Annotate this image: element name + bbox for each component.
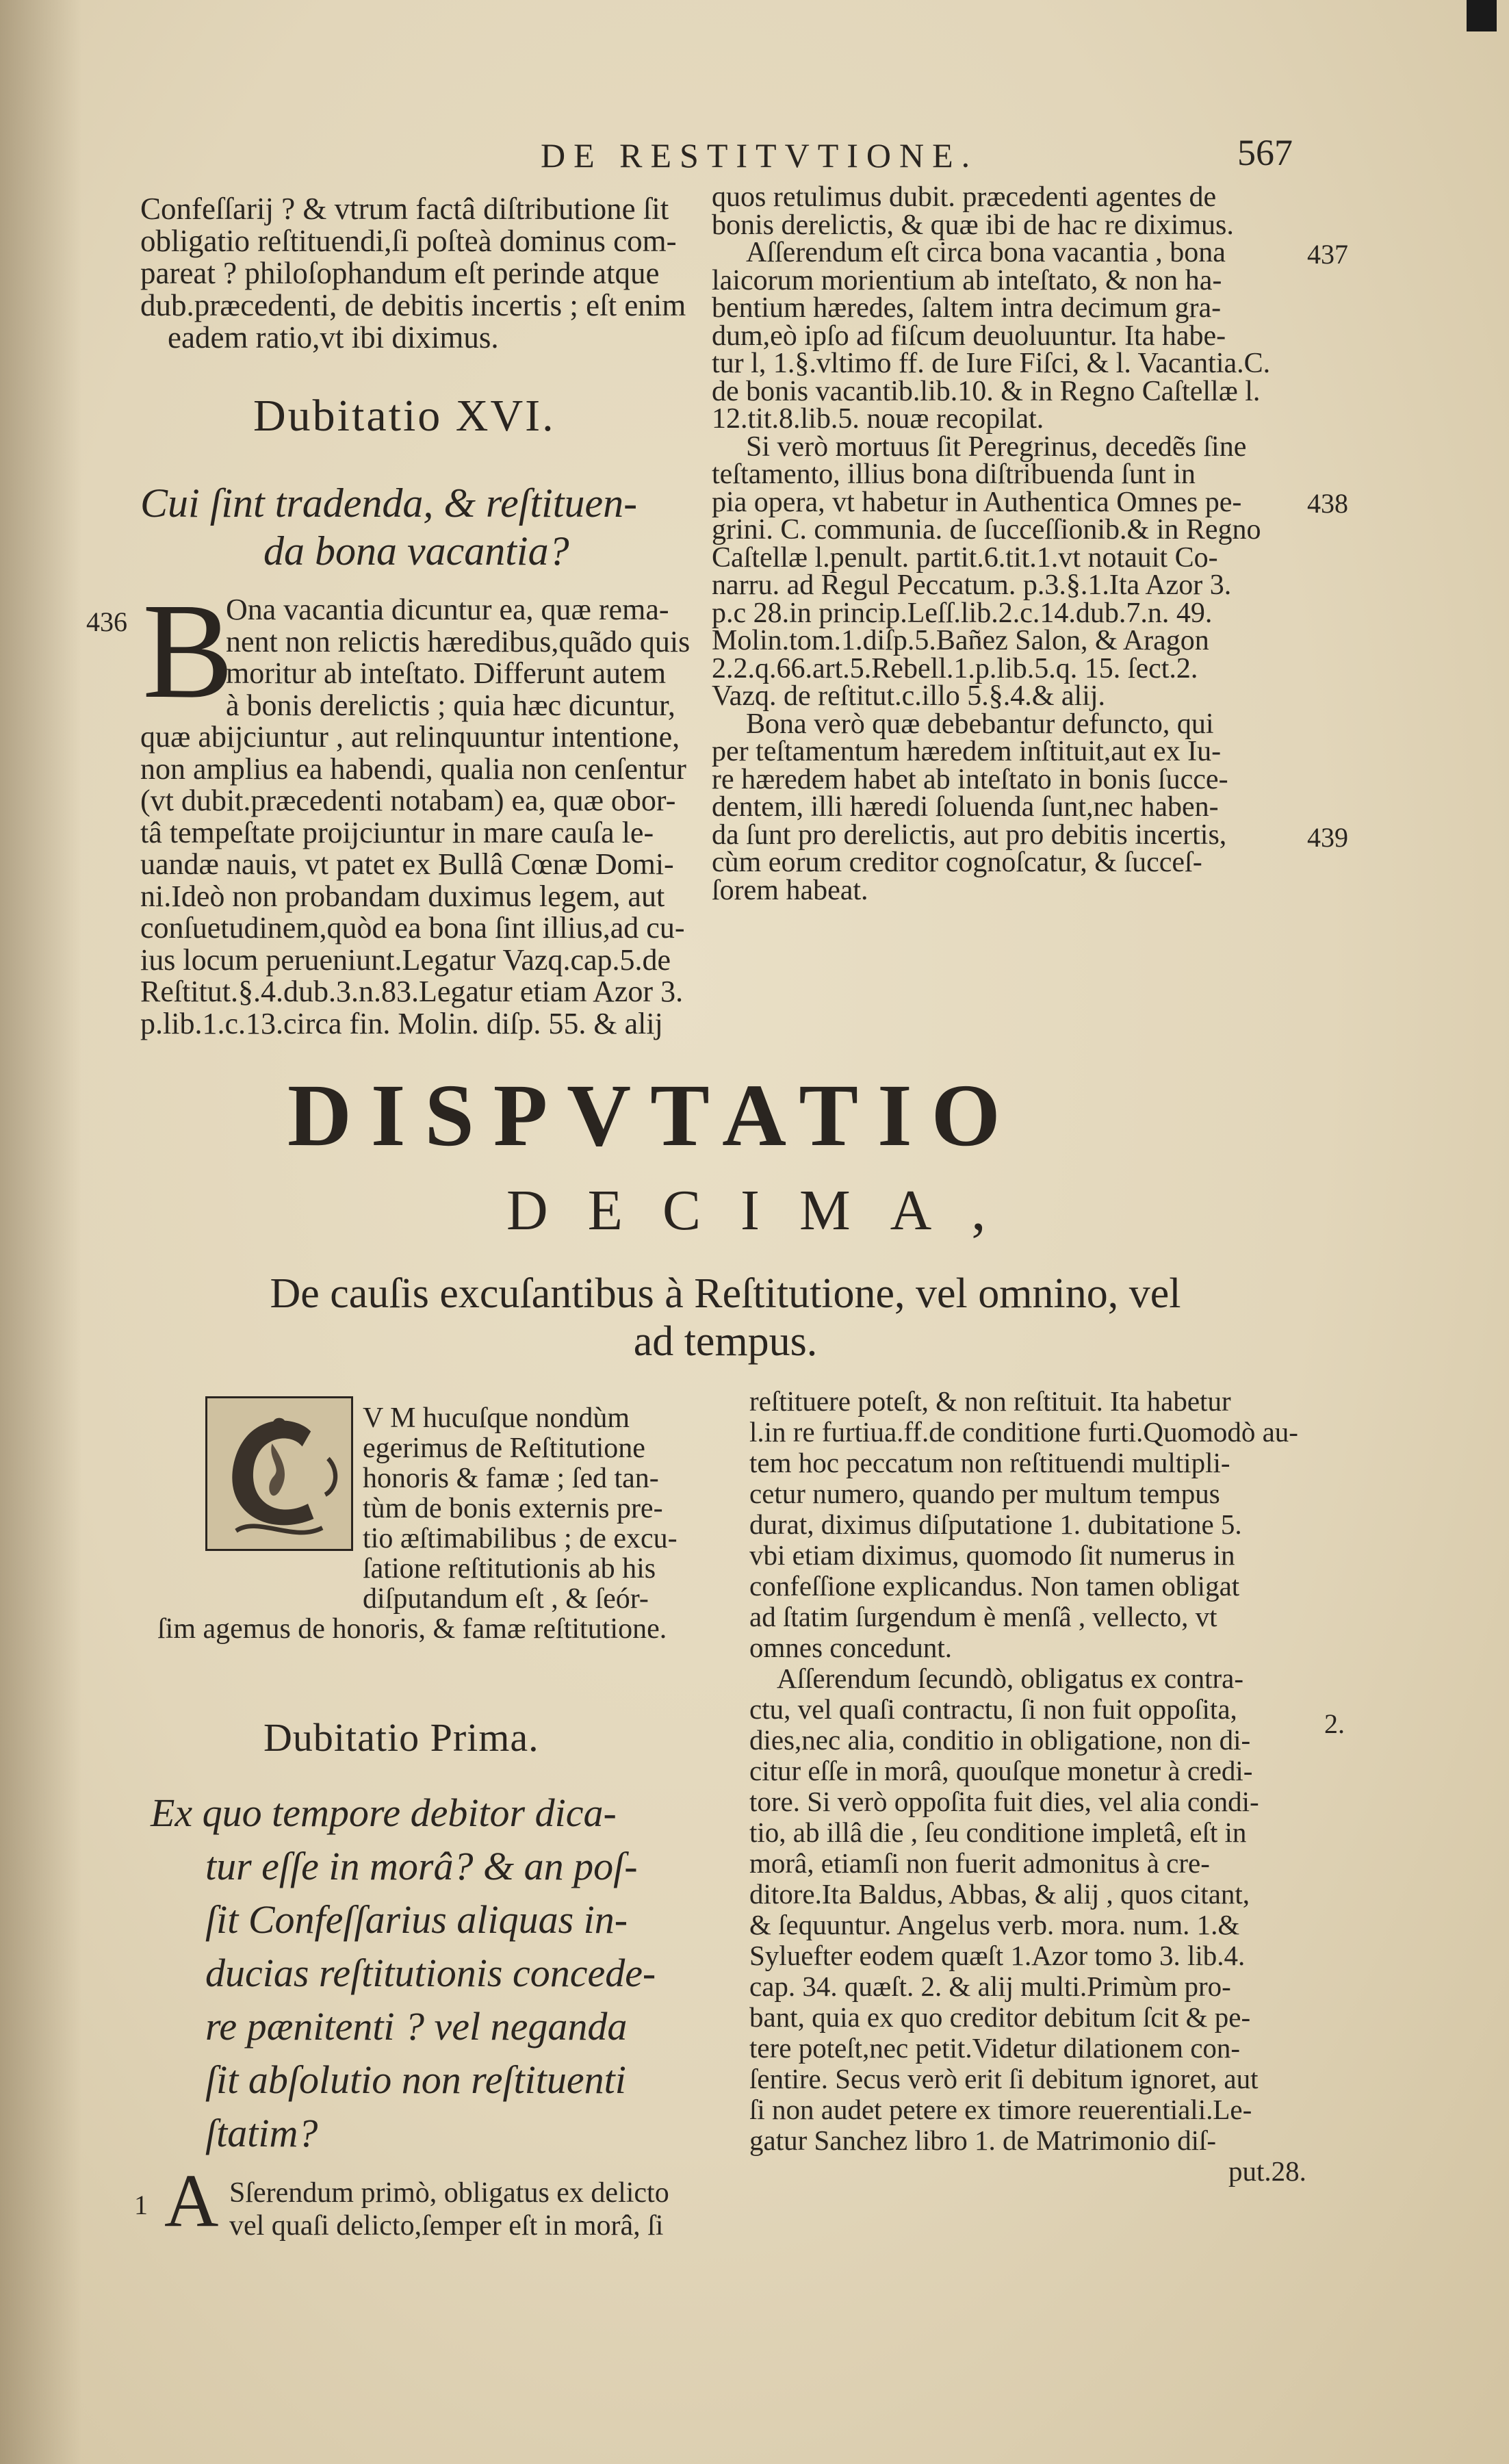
text-line: bant, quia ex quo creditor debitum ſcit & pe-	[749, 2001, 1251, 2033]
text-line: put.28.	[1228, 2155, 1306, 2187]
text-line: tùm de bonis externis pre-	[363, 1493, 663, 1524]
drop-cap: A	[164, 2159, 219, 2242]
text-line: pareat ? philoſophandum eſt perinde atque	[140, 256, 660, 290]
text-line: Confeſſarij ? & vtrum factâ diſtributione ſit	[140, 192, 669, 226]
text-line: quos retulimus dubit. præcedenti agentes de	[712, 181, 1217, 213]
text-line: Caſtellæ l.penult. partit.6.tit.1.vt notauit Co-	[712, 541, 1218, 574]
text-line: Reſtitut.§.4.dub.3.n.83.Legatur etiam Azor 3.	[140, 975, 684, 1008]
text-line: à bonis derelictis ; quia hæc dicuntur,	[226, 688, 675, 722]
text-line: l.in re furtiua.ff.de conditione furti.Quomodò au-	[749, 1416, 1298, 1448]
text-line: cùm eorum creditor cognoſcatur, & ſucceſ-	[712, 847, 1202, 878]
text-line: ad ſtatim ſurgendum è menſâ , vellecto, vt	[749, 1601, 1217, 1632]
text-line: teſtamento, illius bona diſtribuenda ſunt in	[712, 459, 1196, 490]
text-line: cap. 34. quæſt. 2. & alij multi.Primùm pro-	[749, 1971, 1231, 2002]
text-line: diſputandum eſt , & ſeór-	[363, 1583, 649, 1615]
text-line: moritur ab inteſtato. Differunt autem	[226, 656, 667, 690]
margin-number: 437	[1307, 239, 1348, 270]
text-line: 12.tit.8.lib.5. nouæ recopilat.	[712, 403, 1044, 435]
text-line: 2.2.q.66.art.5.Rebell.1.p.lib.5.q. 15. ſect.2.	[712, 652, 1198, 684]
text-line: omnes concedunt.	[749, 1632, 953, 1663]
text-line: dentem, illi hæredi ſoluenda ſunt,nec haben-	[712, 791, 1219, 823]
text-line: tâ tempeſtate proijciuntur in mare cauſa le-	[140, 815, 654, 849]
text-line: tio, ab illâ die , ſeu conditione impletâ, eſt in	[749, 1817, 1247, 1848]
text-line: p.lib.1.c.13.circa fin. Molin. diſp. 55. & alij	[140, 1006, 663, 1040]
question-line: Cui ſint tradenda, & reſtituen-	[140, 480, 638, 526]
question-line: tur eſſe in morâ? & an poſ-	[205, 1844, 638, 1888]
question-line: ducias reſtitutionis concede-	[205, 1951, 656, 1995]
disputatio-title: DISPVTATIO	[287, 1066, 1020, 1165]
text-line: grini. C. communia. de ſucceſſionib.& in Regno	[712, 514, 1261, 546]
text-line: & ſequuntur. Angelus verb. mora. num. 1.&	[749, 1909, 1240, 1940]
text-line: narru. ad Regul Peccatum. p.3.§.1.Ita Azor 3.	[712, 569, 1232, 601]
text-line: dies,nec alia, conditio in obligatione, non di-	[749, 1724, 1251, 1756]
question-line: Ex quo tempore debitor dica-	[151, 1791, 617, 1835]
text-line: vbi etiam diximus, quomodo ſit numerus in	[749, 1539, 1235, 1571]
text-line: bonis derelictis, & quæ ibi de hac re diximus.	[712, 209, 1234, 241]
left-top-body	[140, 576, 691, 1040]
right-bottom-paragraph	[749, 1386, 1306, 2187]
text-line: honoris & famæ ; ſed tan-	[363, 1463, 659, 1494]
text-line: (vt dubit.præcedenti notabam) ea, quæ obor-	[140, 784, 676, 817]
text-line: Si verò mortuus ſit Peregrinus, decedẽs ſine	[746, 431, 1247, 463]
question-line: re pænitenti ? vel neganda	[205, 2004, 628, 2049]
text-line: vel quaſi delicto,ſemper eſt in morâ, ſi	[229, 2210, 664, 2242]
left-bottom-body	[229, 2177, 669, 2242]
text-line: Bona verò quæ debebantur defuncto, qui	[746, 708, 1214, 740]
text-line: ſorem habeat.	[712, 874, 868, 906]
text-line: egerimus de Reſtitutione	[363, 1433, 645, 1464]
text-line: de bonis vacantib.lib.10. & in Regno Caſtellæ l.	[712, 375, 1261, 407]
page-number: 567	[1237, 132, 1293, 173]
section-title-line: De cauſis excuſantibus à Reſtitutione, vel omnino, vel	[270, 1270, 1181, 1317]
question-heading	[140, 479, 637, 575]
question-heading	[151, 1786, 656, 2160]
text-line: nent non relictis hæredibus,quãdo quis	[226, 624, 691, 658]
section-title-line: ad tempus.	[633, 1318, 818, 1365]
text-line: pia opera, vt habetur in Authentica Omnes pe-	[712, 486, 1242, 518]
dubitatio-heading: Dubitatio Prima.	[263, 1715, 539, 1760]
left-top-paragraph	[140, 193, 686, 354]
text-line: ſim agemus de honoris, & famæ reſtitutione.	[157, 1613, 667, 1645]
text-line: ni.Ideò non probandam duximus legem, aut	[140, 879, 665, 913]
text-line: ſentire. Secus verò erit ſi debitum ignoret, aut	[749, 2063, 1259, 2094]
margin-number: 2.	[1324, 1708, 1345, 1739]
text-line: ſatione reſtitutionis ab his	[363, 1553, 656, 1584]
margin-number: 1	[134, 2190, 148, 2220]
margin-number: 439	[1307, 822, 1348, 853]
text-line: Ona vacantia dicuntur ea, quæ rema-	[226, 593, 669, 626]
question-line: ſtatim?	[205, 2111, 318, 2155]
right-top-paragraph	[712, 183, 1270, 904]
scan-corner-mark	[1467, 0, 1497, 31]
text-line: da ſunt pro derelictis, aut pro debitis incertis,	[712, 819, 1227, 851]
drop-cap: B	[142, 576, 234, 727]
text-line: dub.præcedenti, de debitis incertis ; eſt enim	[140, 288, 686, 322]
question-line: ſit Confeſſarius aliquas in-	[205, 1897, 628, 1942]
text-line: uandæ nauis, vt patet ex Bullâ Cœnæ Domi-	[140, 847, 674, 881]
left-bottom-intro	[140, 1403, 678, 1644]
disputatio-subtitle: DECIMA,	[506, 1179, 1026, 1242]
text-line: obligatio reſtituendi,ſi poſteà dominus com-	[140, 224, 677, 258]
text-line: Sſerendum primò, obligatus ex delicto	[229, 2177, 669, 2209]
gutter-shadow	[0, 0, 82, 2464]
text-line: re hæredem habet ab inteſtato in bonis ſucce-	[712, 763, 1228, 795]
text-line: Molin.tom.1.diſp.5.Bañez Salon, & Aragon	[712, 625, 1209, 656]
margin-number: 438	[1307, 488, 1348, 519]
text-line: tio æſtimabilibus ; de excu-	[363, 1523, 678, 1554]
text-line: ctu, vel quaſi contractu, ſi non fuit oppoſita,	[749, 1693, 1237, 1725]
text-line: gatur Sanchez libro 1. de Matrimonio diſ-	[749, 2125, 1217, 2156]
text-line: tore. Si verò oppoſita fuit dies, vel alia condi-	[749, 1786, 1259, 1817]
text-line: laicorum morientium ab inteſtato, & non ha-	[712, 264, 1222, 296]
text-line: reſtituere poteſt, & non reſtituit. Ita habetur	[749, 1385, 1231, 1417]
text-line: confeſſione explicandus. Non tamen obligat	[749, 1570, 1240, 1602]
running-title: DE RESTITVTIONE.	[541, 136, 979, 175]
text-line: Syluefter eodem quæſt 1.Azor tomo 3. lib.4.	[749, 1940, 1246, 1971]
text-line: dum,eò ipſo ad fiſcum deuoluuntur. Ita habe-	[712, 320, 1226, 352]
text-line: ditore.Ita Baldus, Abbas, & alij , quos citant,	[749, 1878, 1250, 1910]
text-line: per teſtamentum hæredem inſtituit,aut ex Iu-	[712, 736, 1222, 767]
text-line: Vazq. de reſtitut.c.illo 5.§.4.& alij.	[712, 680, 1106, 712]
text-line: V M hucuſque nondùm	[363, 1402, 630, 1434]
text-line: ius locum perueniunt.Legatur Vazq.cap.5.de	[140, 942, 671, 977]
text-line: Aſſerendum ſecundò, obligatus ex contra-	[777, 1663, 1243, 1694]
text-line: tem hoc peccatum non reſtituendi multipli-	[749, 1447, 1230, 1478]
text-line: tere poteſt,nec petit.Videtur dilationem con-	[749, 2032, 1241, 2064]
text-line: morâ, etiamſi non fuerit admonitus à cre-	[749, 1847, 1210, 1879]
text-line: conſuetudinem,quòd ea bona ſint illius,ad cu-	[140, 911, 685, 945]
text-line: bentium hæredes, ſaltem intra decimum gra-	[712, 292, 1222, 324]
text-line: eadem ratio,vt ibi diximus.	[168, 320, 499, 355]
text-line: non amplius ea habendi, qualia non cenſentur	[140, 752, 686, 786]
text-line: citur eſſe in morâ, quouſque monetur à credi-	[749, 1755, 1253, 1786]
margin-number: 436	[86, 606, 127, 637]
text-line: ſi non audet petere ex timore reuerentiali.Le-	[749, 2094, 1252, 2125]
section-title	[137, 1270, 1314, 1365]
text-line: tur l, 1.§.vltimo ff. de Iure Fiſci, & l. Vacantia.C.	[712, 348, 1271, 379]
text-line: durat, diximus diſputatione 1. dubitatione 5.	[749, 1509, 1242, 1540]
text-line: cetur numero, quando per multum tempus	[749, 1478, 1220, 1509]
question-line: ſit abſolutio non reſtituenti	[205, 2057, 626, 2102]
text-line: quæ abijciuntur , aut relinquuntur intentione,	[140, 720, 680, 754]
question-line: da bona vacantia?	[263, 528, 569, 574]
dubitatio-heading: Dubitatio XVI.	[253, 391, 556, 441]
text-line: Aſſerendum eſt circa bona vacantia , bona	[746, 237, 1226, 268]
text-line: p.c 28.in princip.Leſſ.lib.2.c.14.dub.7.n. 49.	[712, 597, 1213, 629]
